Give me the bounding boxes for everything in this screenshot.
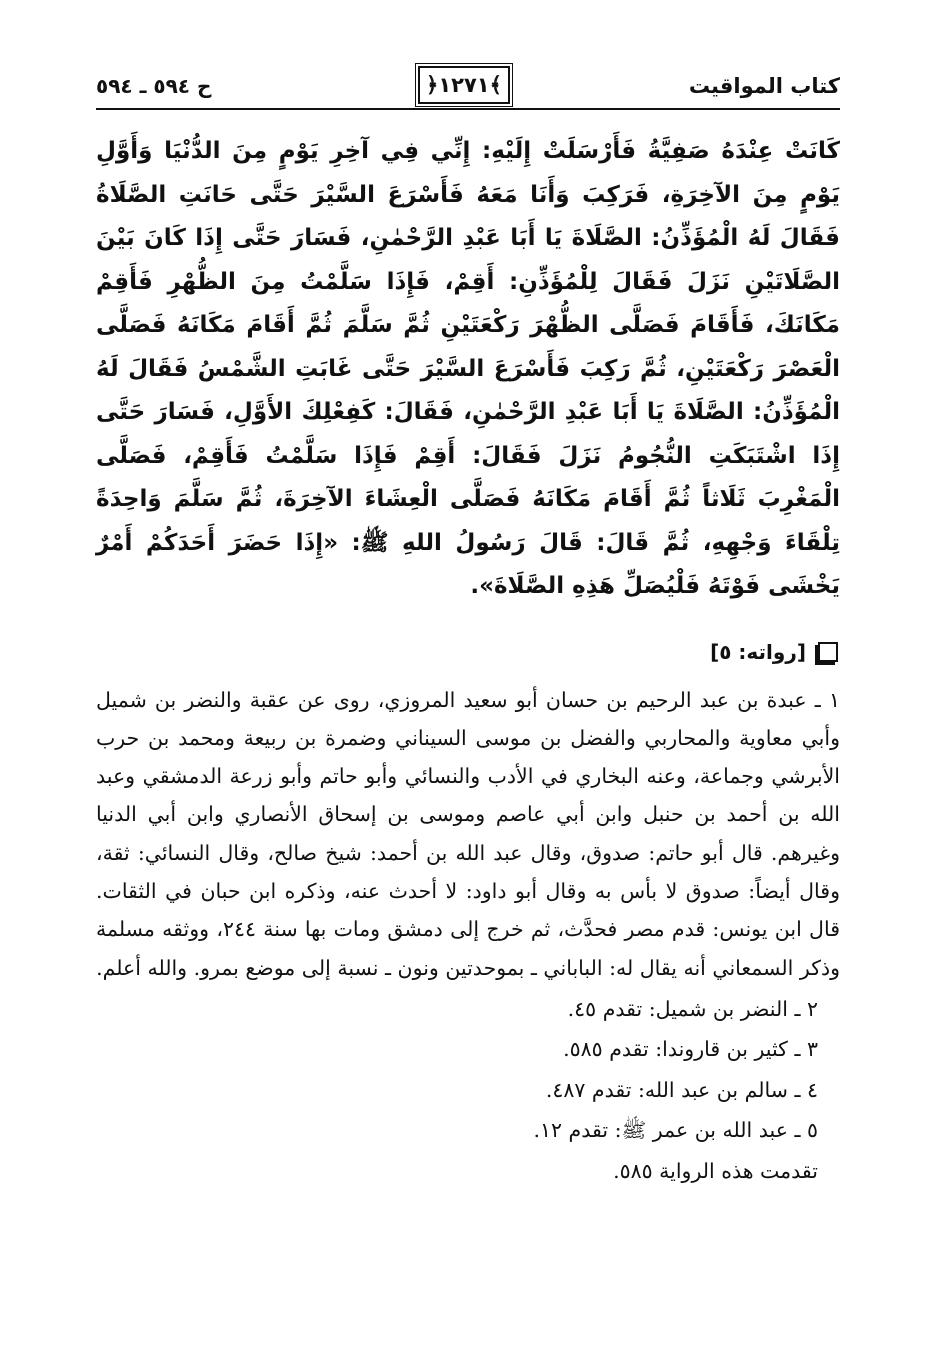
list-item: ٢ ـ النضر بن شميل: تقدم ٤٥. xyxy=(567,996,818,1021)
book-page xyxy=(96,60,840,1320)
book-title: كتاب المواقيت xyxy=(688,74,840,98)
page-number: ﴿١٢٧١﴾ xyxy=(418,66,510,104)
square-bullet-icon xyxy=(818,642,838,662)
list-item: ٣ ـ كثير بن قاروندا: تقدم ٥٨٥. xyxy=(563,1037,818,1062)
narrators-heading-label: [رواته: ٥] xyxy=(710,639,806,664)
list-item: ٥ ـ عبد الله بن عمر ﷺ: تقدم ١٢. xyxy=(533,1118,818,1143)
narrator-1-bio: ١ ـ عبدة بن عبد الرحيم بن حسان أبو سعيد المروزي، روى عن عقبة والنضر بن شميل وأبي معاوية والمحاربي والفضل بن موسى السيناني وضمرة بن ربيعة ومحمد بن حرب الأبرشي وجماعة، وعنه البخاري في الأدب والنسائي وأبو حاتم وأبو زرعة الدمشقي وعبد الله بن أحمد بن حنبل وابن أبي عاصم وموسى بن إسحاق الأنصاري وابن أبي الدنيا وغيرهم. قال أبو حاتم: صدوق، وقال عبد الله بن أحمد: شيخ صالح، وقال النسائي: ثقة، وقال أيضاً: صدوق لا بأس به وقال أبو داود: لا أحدث عنه، وذكره ابن حبان في الثقات. قال ابن يونس: قدم مصر فحدَّث، ثم خرج إلى دمشق ومات بها سنة ٢٤٤، ووثقه مسلمة وذكر السمعاني أنه يقال له: الباباني ـ بموحدتين ونون ـ نسبة إلى موضع بمرو. والله أعلم. xyxy=(96,687,840,980)
closing-note: تقدمت هذه الرواية ٥٨٥. xyxy=(613,1158,818,1183)
hadith-text: كَانَتْ عِنْدَهُ صَفِيَّةُ فَأَرْسَلَتْ إِلَيْهِ: إِنِّي فِي آخِرِ يَوْمٍ مِنَ الدُّنْيَا وَأَوَّلِ يَوْمٍ مِنَ الآخِرَةِ، فَرَكِبَ وَأَنَا مَعَهُ فَأَسْرَعَ السَّيْرَ حَتَّى حَانَتِ الصَّلَاةُ فَقَالَ لَهُ الْمُؤَذِّنُ: الصَّلَاةَ يَا أَبَا عَبْدِ الرَّحْمٰنِ، فَسَارَ حَتَّى إِذَا كَانَ بَيْنَ الصَّلَاتَيْنِ نَزَلَ فَقَالَ لِلْمُؤَذِّنِ: أَقِمْ، فَإِذَا سَلَّمْتُ مِنَ الظُّهْرِ فَأَقِمْ مَكَانَكَ، فَأَقَامَ فَصَلَّى الظُّهْرَ رَكْعَتَيْنِ ثُمَّ سَلَّمَ ثُمَّ أَقَامَ مَكَانَهُ فَصَلَّى الْعَصْرَ رَكْعَتَيْنِ، ثُمَّ رَكِبَ فَأَسْرَعَ السَّيْرَ حَتَّى غَابَتِ الشَّمْسُ فَقَالَ لَهُ الْمُؤَذِّنُ: الصَّلَاةَ يَا أَبَا عَبْدِ الرَّحْمٰنِ، فَقَالَ: كَفِعْلِكَ الأَوَّلِ، فَسَارَ حَتَّى إِذَا اشْتَبَكَتِ النُّجُومُ نَزَلَ فَقَالَ: أَقِمْ فَإِذَا سَلَّمْتُ فَأَقِمْ، فَصَلَّى الْمَغْرِبَ ثَلَاثاً ثُمَّ أَقَامَ مَكَانَهُ فَصَلَّى الْعِشَاءَ الآخِرَةَ، ثُمَّ سَلَّمَ وَاحِدَةً تِلْقَاءَ وَجْهِهِ، ثُمَّ قَالَ: قَالَ رَسُولُ اللهِ ﷺ: «إِذَا حَضَرَ أَحَدَكُمْ أَمْرٌ يَخْشَى فَوْتَهُ فَلْيُصَلِّ هَذِهِ الصَّلَاةَ». xyxy=(96,138,840,599)
hadith-range: ح ٥٩٤ ـ ٥٩٤ xyxy=(96,74,212,98)
narrators-heading xyxy=(96,637,840,667)
list-item: ٤ ـ سالم بن عبد الله: تقدم ٤٨٧. xyxy=(545,1077,818,1102)
narrator-biography xyxy=(96,681,840,987)
page-header xyxy=(96,60,840,110)
narrator-list xyxy=(96,989,840,1151)
